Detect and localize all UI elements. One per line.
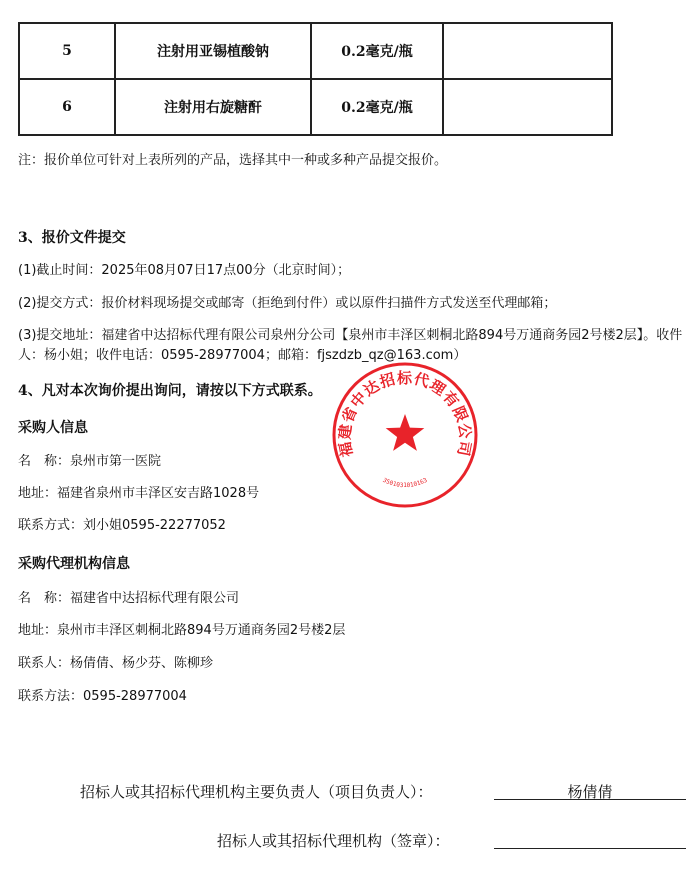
empty-cell	[443, 23, 612, 79]
purchaser-contact: 联系方式：刘小姐0595-22277052	[18, 518, 226, 533]
submission-address-text: (3)提交地址：福建省中达招标代理有限公司泉州分公司【泉州市丰泽区刺桐北路894号万通商务园2号楼2层】。收件人：杨小姐；收件电话：0595-28977004；邮箱：fjszdzb_qz@163.com）	[18, 328, 683, 363]
product-name: 注射用亚锡植酸钠	[115, 23, 311, 79]
empty-cell	[443, 79, 612, 135]
agency-contact-person: 联系人：杨倩倩、杨少芬、陈柳珍	[18, 656, 214, 671]
row-number: 6	[19, 79, 115, 135]
section-4-heading: 4、凡对本次询价提出询问，请按以下方式联系。	[18, 383, 322, 399]
product-name: 注射用右旋糖酐	[115, 79, 311, 135]
row-number: 5	[19, 23, 115, 79]
product-table	[18, 22, 613, 136]
seal-signature-line	[494, 830, 686, 849]
responsible-person-label: 招标人或其招标代理机构主要负责人（项目负责人）：	[80, 783, 433, 801]
purchaser-heading: 采购人信息	[18, 420, 88, 436]
company-seal-stamp	[330, 360, 480, 510]
agency-phone: 联系方法：0595-28977004	[18, 689, 187, 704]
purchaser-address: 地址：福建省泉州市丰泽区安吉路1028号	[18, 486, 260, 501]
seal-text: 福建省中达招标代理有限公司	[335, 369, 475, 459]
agency-heading: 采购代理机构信息	[18, 556, 130, 572]
star-icon	[386, 414, 425, 451]
section-3-heading: 3、报价文件提交	[18, 230, 126, 246]
seal-label: 招标人或其招标代理机构（签章）：	[217, 832, 450, 850]
table-row	[19, 79, 612, 135]
product-spec: 0.2毫克/瓶	[311, 79, 443, 135]
table-note: 注：报价单位可针对上表所列的产品，选择其中一种或多种产品提交报价。	[18, 153, 448, 168]
responsible-person-value: 杨倩倩	[494, 781, 686, 800]
product-spec: 0.2毫克/瓶	[311, 23, 443, 79]
purchaser-name: 名 称：泉州市第一医院	[18, 454, 162, 469]
agency-name: 名 称：福建省中达招标代理有限公司	[18, 591, 240, 606]
seal-number: 3501031010163	[381, 476, 429, 490]
submission-method-text: (2)提交方式：报价材料现场提交或邮寄（拒绝到付件）或以原件扫描件方式发送至代理邮箱；	[18, 296, 557, 311]
deadline-text: (1)截止时间：2025年08月07日17点00分（北京时间）；	[18, 263, 351, 278]
table-row	[19, 23, 612, 79]
agency-address: 地址：泉州市丰泽区刺桐北路894号万通商务园2号楼2层	[18, 623, 346, 638]
svg-text:3501031010163	[381, 477, 428, 490]
